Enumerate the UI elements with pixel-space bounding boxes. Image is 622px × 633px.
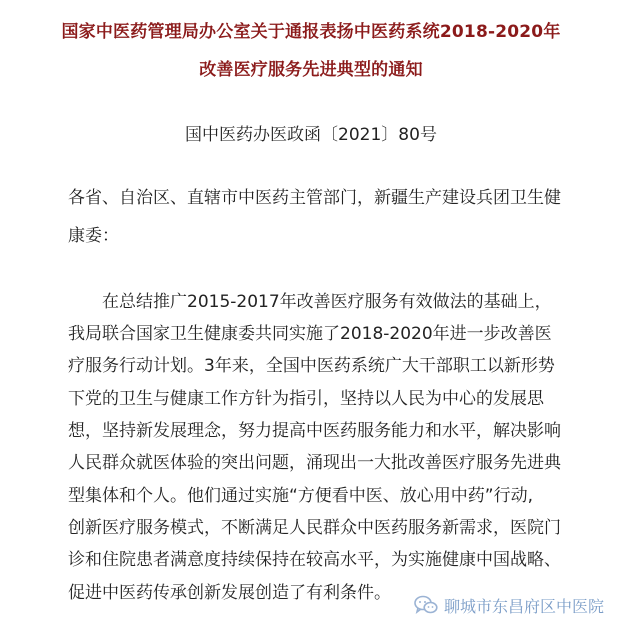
wechat-watermark (414, 592, 604, 618)
document-title-line-1: 国家中医药管理局办公室关于通报表扬中医药系统2018-2020年 (61, 22, 561, 42)
body-line: 我局联合国家卫生健康委共同实施了2018-2020年进一步改善医 (68, 324, 552, 344)
wechat-icon (414, 595, 438, 615)
body-line: 疗服务行动计划。3年来，全国中医药系统广大干部职工以新形势 (68, 356, 555, 376)
body-line: 人民群众就医体验的突出问题，涌现出一大批改善医疗服务先进典 (68, 453, 561, 473)
body-line: 想，坚持新发展理念，努力提高中医药服务能力和水平，解决影响 (68, 421, 561, 441)
body-line: 下党的卫生与健康工作方针为指引，坚持以人民为中心的发展思 (68, 389, 544, 409)
body-line: 促进中医药传承创新发展创造了有利条件。 (68, 583, 391, 603)
document-number: 国中医药办医政函〔2021〕80号 (185, 125, 437, 145)
body-line: 型集体和个人。他们通过实施“方便看中医、放心用中药”行动, (68, 486, 534, 506)
salutation-line-1: 各省、自治区、直辖市中医药主管部门，新疆生产建设兵团卫生健 (68, 188, 561, 208)
body-line: 在总结推广2015-2017年改善医疗服务有效做法的基础上， (102, 292, 552, 312)
watermark-text: 聊城市东昌府区中医院 (444, 596, 605, 616)
salutation-line-2: 康委： (68, 226, 119, 246)
document-title-line-2: 改善医疗服务先进典型的通知 (199, 60, 423, 80)
body-line: 诊和住院患者满意度持续保持在较高水平，为实施健康中国战略、 (68, 550, 561, 570)
body-line: 创新医疗服务模式，不断满足人民群众中医药服务新需求，医院门 (68, 518, 561, 538)
